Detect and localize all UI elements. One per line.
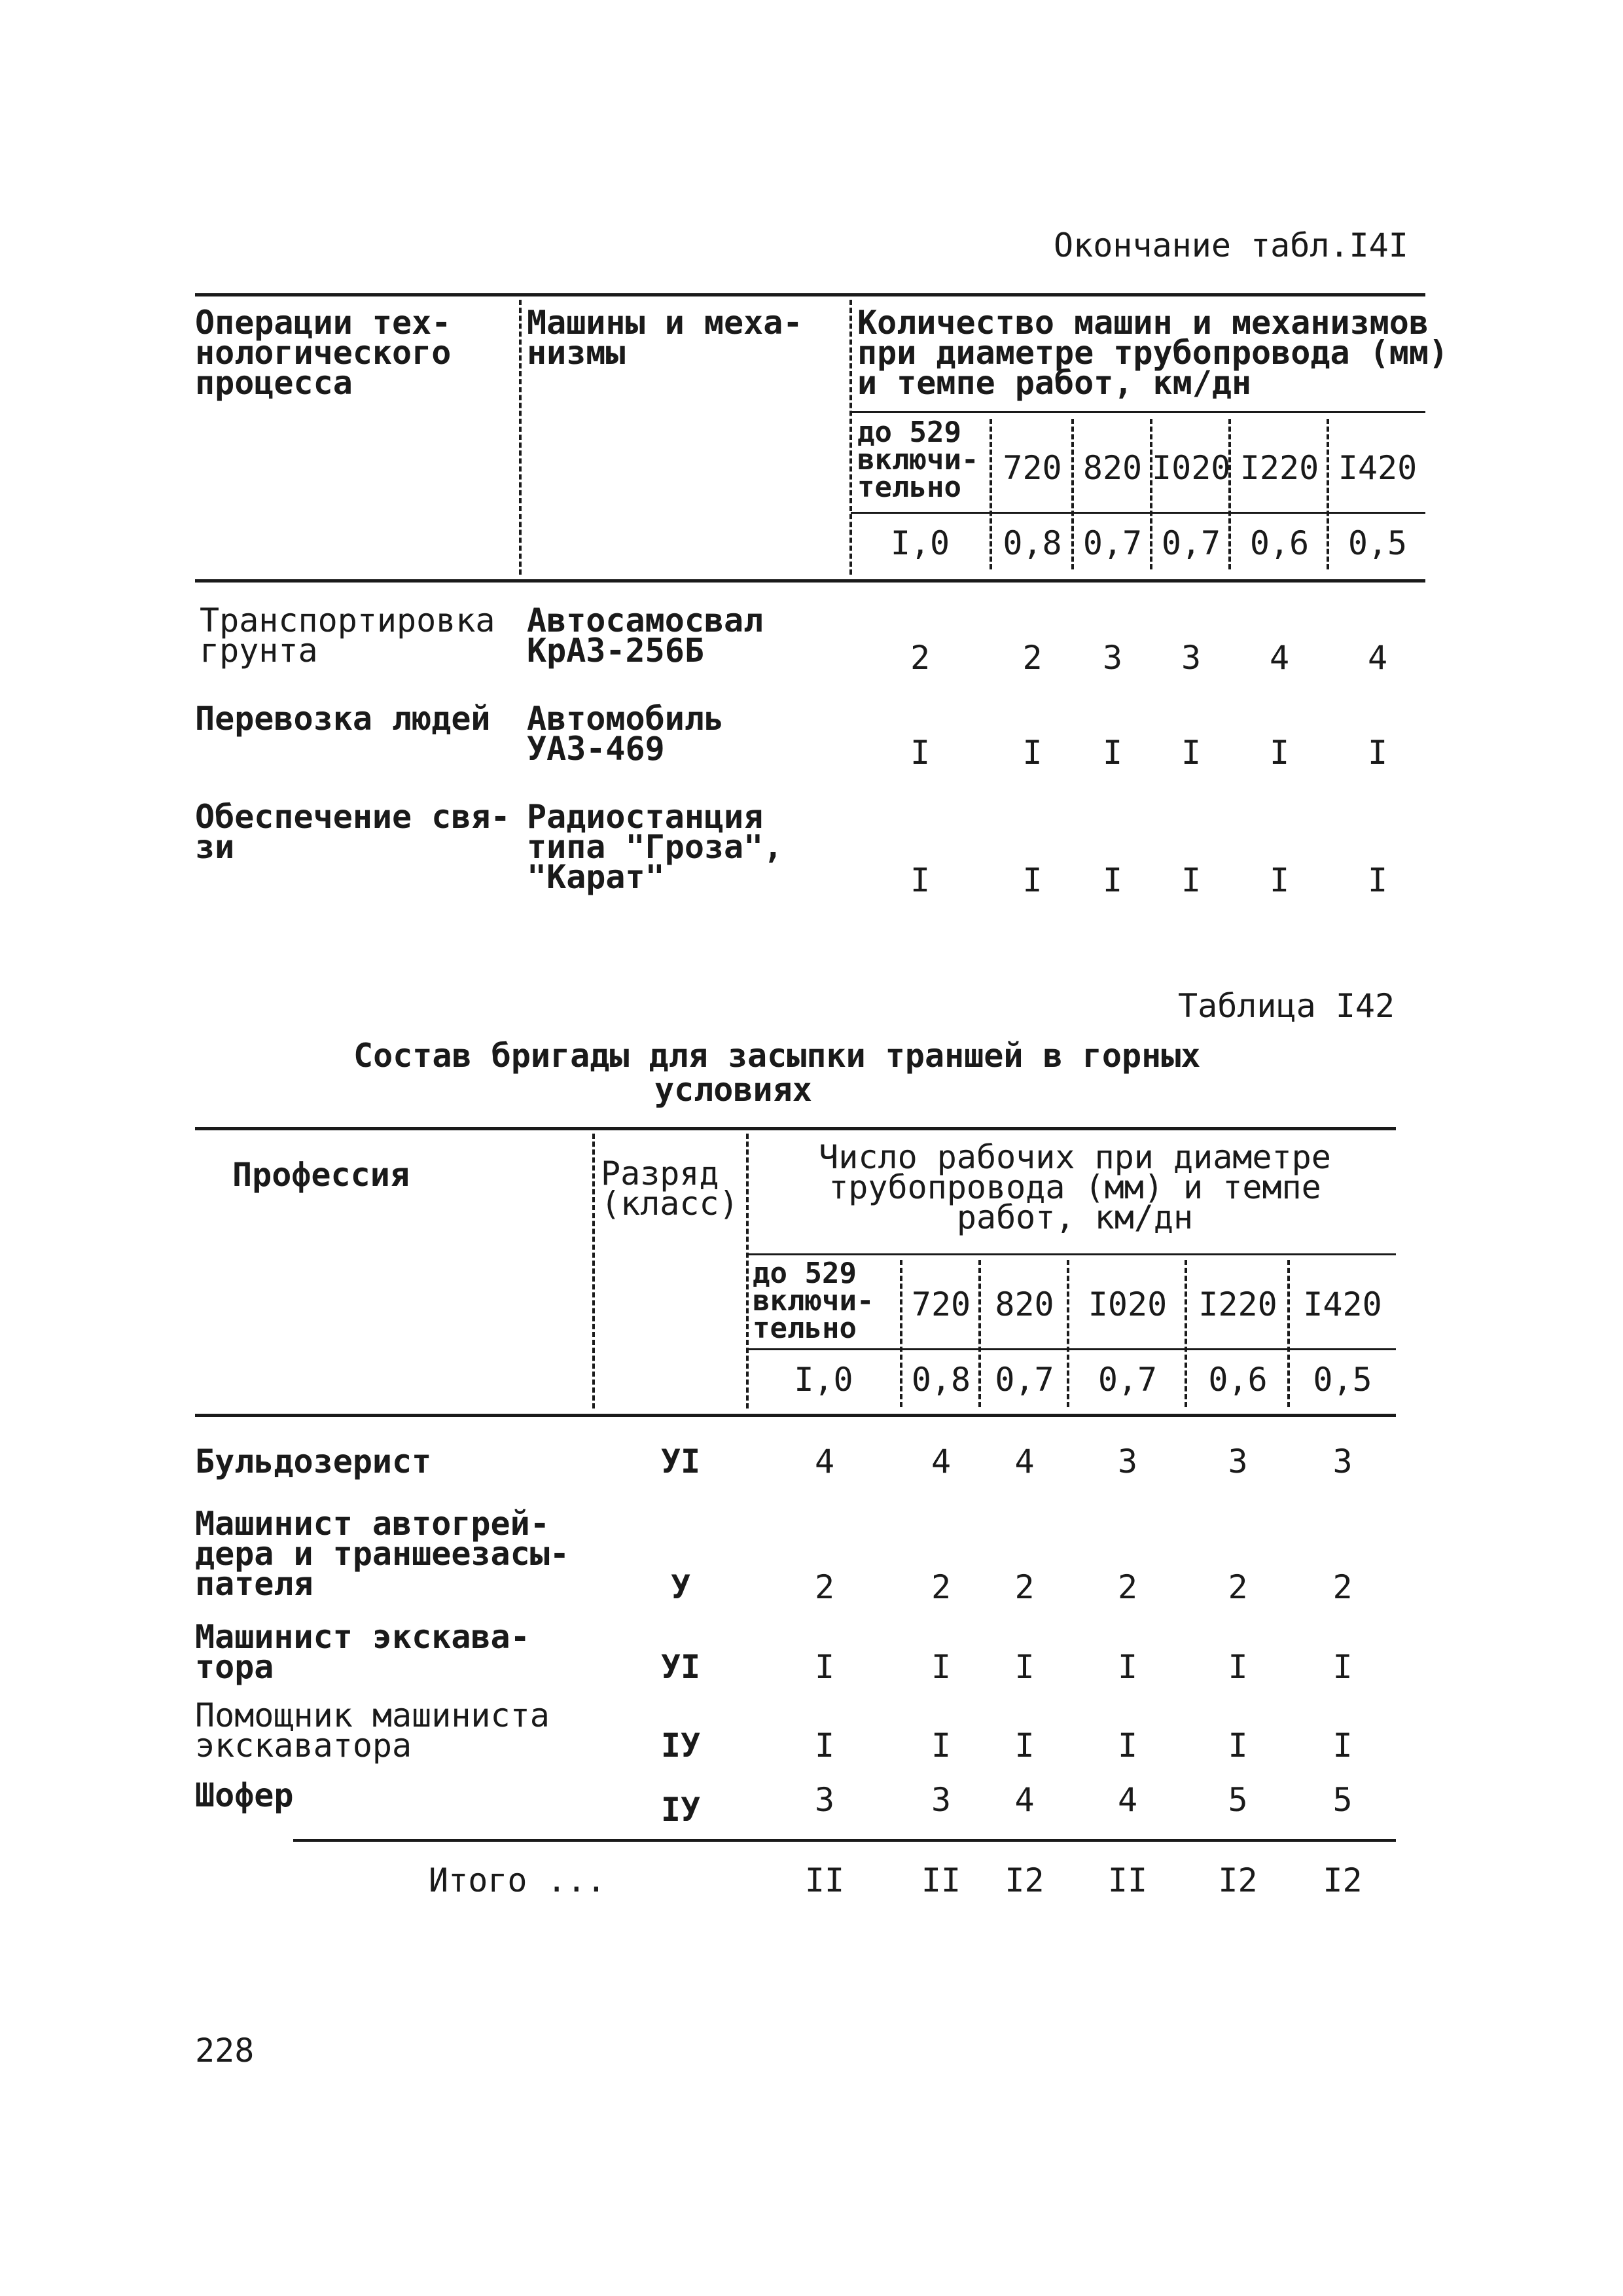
table141-row-value: 3: [1181, 639, 1202, 677]
table142-row-profession: Шофер: [195, 1776, 294, 1814]
table142-row-value: 4: [1014, 1443, 1035, 1480]
table142-row-profession: Бульдозерист: [195, 1443, 432, 1480]
table141-header-bottom-rule: [195, 579, 1425, 583]
table141-header-machines: Машины и меха- низмы: [527, 304, 803, 372]
table141-row-value: I: [1022, 861, 1043, 899]
table142-row-value: 5: [1332, 1781, 1353, 1819]
table141-row-machine: Автосамосвал КрАЗ-256Б: [527, 601, 764, 670]
table142-row-value: 4: [1014, 1781, 1035, 1819]
table141-diameter-5: I420: [1338, 449, 1418, 487]
table142-total-value: I2: [1218, 1861, 1258, 1899]
table142-tempo-1: 0,8: [911, 1361, 971, 1399]
table141-tempo-4: 0,6: [1249, 524, 1310, 562]
table141-row-value: 4: [1367, 639, 1388, 677]
table141-tempo-1: 0,8: [1003, 524, 1062, 562]
table141-row-machine: Автомобиль УАЗ-469: [527, 700, 724, 768]
table141-row-operation: Транспортировка грунта: [200, 601, 495, 670]
table142-row-value: 2: [931, 1568, 952, 1606]
table142-row-value: 3: [1117, 1443, 1138, 1480]
table142-row-value: 2: [1228, 1568, 1248, 1606]
table142-row-value: 2: [1014, 1568, 1035, 1606]
table142-header-bottom-rule: [195, 1414, 1396, 1417]
table142-diameter-4: I220: [1198, 1285, 1277, 1323]
table142-row-value: I: [1117, 1727, 1138, 1765]
table142-row-profession: Помощник машиниста экскаватора: [195, 1696, 550, 1765]
table142-row-value: I: [1014, 1648, 1035, 1686]
table141-tempo-rule: [851, 512, 1425, 514]
table141-header-operation: Операции тех- нологического процесса: [195, 304, 452, 402]
table142-diameter-3: I020: [1088, 1285, 1168, 1323]
table141-row-value: 2: [1022, 639, 1043, 677]
table142-top-rule: [195, 1127, 1396, 1130]
table141-diameter-3: I020: [1152, 449, 1231, 487]
table142-header-profession: Профессия: [232, 1156, 410, 1194]
table142-row-grade: УI: [660, 1648, 701, 1686]
table141-header-quantity: Количество машин и механизмов при диаметре трубопровода (мм) и темпе работ, км/дн: [857, 304, 1449, 402]
table141-diameter-1: 720: [1003, 449, 1062, 487]
table141-row-value: 2: [910, 639, 931, 677]
table142-row-value: 2: [1332, 1568, 1353, 1606]
table142-row-grade: IУ: [660, 1791, 701, 1829]
table142-row-value: 3: [931, 1781, 952, 1819]
table142-row-value: 2: [1117, 1568, 1138, 1606]
table142-row-value: I: [814, 1727, 835, 1765]
table142-row-grade: У: [670, 1568, 691, 1606]
table141-row-value: I: [910, 861, 931, 899]
table142-diameter-2: 820: [995, 1285, 1054, 1323]
table142-diameter-5: I420: [1303, 1285, 1382, 1323]
table142-row-value: I: [1228, 1727, 1248, 1765]
table142-row-value: I: [1332, 1648, 1353, 1686]
table141-tempo-0: I,0: [890, 524, 950, 562]
table142-subheader-rule: [747, 1253, 1396, 1255]
table142-row-value: I: [1117, 1648, 1138, 1686]
table141-diameter-0: до 529 включи- тельно: [857, 416, 979, 504]
table142-header-workers: Число рабочих при диаметре трубопровода (мм) и темпе работ, км/дн: [819, 1138, 1331, 1236]
table142-tempo-3: 0,7: [1097, 1361, 1158, 1399]
table142-row-value: 5: [1228, 1781, 1248, 1819]
table142-total-value: I2: [1005, 1861, 1044, 1899]
table142-tempo-0: I,0: [794, 1361, 853, 1399]
table141-row-value: I: [1102, 861, 1123, 899]
table141-continuation-caption: Окончание табл.I4I: [1054, 226, 1408, 264]
table141-row-value: 3: [1102, 639, 1123, 677]
table141-diameter-2: 820: [1082, 449, 1143, 487]
table142-title: Состав бригады для засыпки траншей в горных: [353, 1037, 1201, 1075]
table141-top-rule: [195, 293, 1425, 296]
table142-row-value: 3: [1228, 1443, 1248, 1480]
table142-row-value: I: [931, 1648, 952, 1686]
table142-row-value: 3: [1332, 1443, 1353, 1480]
table141-col-divider: [519, 300, 522, 575]
table141-row-value: I: [1102, 734, 1123, 772]
table142-row-value: I: [1228, 1648, 1248, 1686]
table141-row-value: I: [1269, 861, 1290, 899]
table142-tempo-rule: [747, 1348, 1396, 1350]
table141-row-value: I: [910, 734, 931, 772]
table142-col-divider: [592, 1134, 595, 1408]
table142-row-value: I: [814, 1648, 835, 1686]
table142-diameter-0: до 529 включи- тельно: [753, 1257, 874, 1345]
table142-row-grade: УI: [660, 1443, 701, 1480]
table142-total-rule: [293, 1839, 1396, 1842]
table142-row-grade: IУ: [660, 1727, 701, 1765]
table142-total-label: Итого ...: [429, 1861, 606, 1899]
table141-row-value: I: [1022, 734, 1043, 772]
table141-diameter-4: I220: [1240, 449, 1319, 487]
table142-row-value: 4: [1117, 1781, 1138, 1819]
table141-row-machine: Радиостанция типа "Гроза", "Карат": [527, 798, 783, 896]
table142-total-value: II: [921, 1861, 961, 1899]
table141-tempo-3: 0,7: [1161, 524, 1221, 562]
page-number: 228: [195, 2032, 255, 2070]
table141-row-value: I: [1269, 734, 1290, 772]
table141-tempo-5: 0,5: [1347, 524, 1408, 562]
table141-row-value: 4: [1269, 639, 1290, 677]
table142-title-cont: условиях: [654, 1071, 812, 1109]
table141-row-value: I: [1367, 734, 1388, 772]
table142-total-value: I2: [1323, 1861, 1363, 1899]
table141-tempo-2: 0,7: [1082, 524, 1143, 562]
table141-row-value: I: [1367, 861, 1388, 899]
table142-tempo-2: 0,7: [995, 1361, 1054, 1399]
table141-row-value: I: [1181, 861, 1202, 899]
table142-row-value: I: [931, 1727, 952, 1765]
table142-total-value: II: [1107, 1861, 1148, 1899]
table141-subheader-rule: [851, 411, 1425, 413]
table141-row-operation: Перевозка людей: [195, 700, 491, 738]
table142-row-value: 2: [814, 1568, 835, 1606]
table142-row-value: 4: [931, 1443, 952, 1480]
table142-row-value: I: [1332, 1727, 1353, 1765]
table142-tempo-4: 0,6: [1208, 1361, 1268, 1399]
table142-row-value: 3: [814, 1781, 835, 1819]
table142-row-profession: Машинист экскава- тора: [195, 1618, 530, 1686]
table142-total-value: II: [804, 1861, 845, 1899]
table142-tempo-5: 0,5: [1313, 1361, 1372, 1399]
table142-diameter-1: 720: [911, 1285, 971, 1323]
table142-row-value: 4: [814, 1443, 835, 1480]
table142-row-value: I: [1014, 1727, 1035, 1765]
table142-row-profession: Машинист автогрей- дера и траншеезасы- пателя: [195, 1505, 569, 1603]
table141-row-operation: Обеспечение свя- зи: [195, 798, 510, 866]
table142-caption: Таблица I42: [1178, 987, 1395, 1025]
table141-row-value: I: [1181, 734, 1202, 772]
table142-header-grade: Разряд (класс): [601, 1155, 739, 1223]
